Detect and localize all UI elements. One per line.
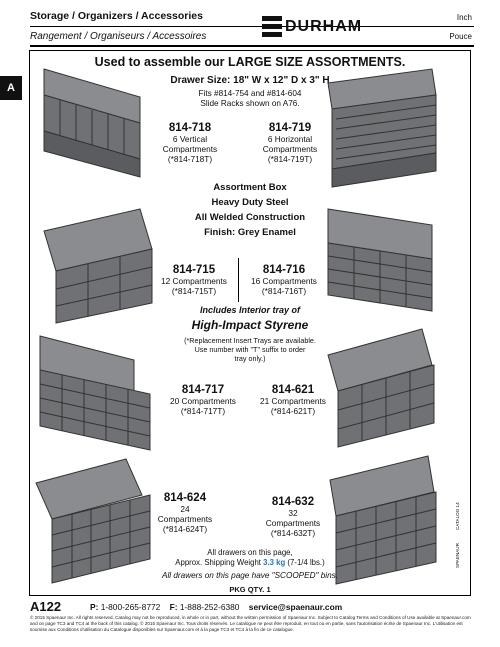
- product-number: 814-717: [181, 384, 225, 396]
- product-desc: Compartments: [157, 514, 213, 524]
- product-number: 814-718: [168, 122, 212, 134]
- brand-name: DURHAM: [285, 18, 363, 35]
- page-number: A122: [30, 599, 62, 614]
- product-tray: (*814-717T): [180, 406, 226, 416]
- shipping-line-1: All drawers on this page,: [207, 548, 293, 557]
- box-features: [155, 180, 345, 240]
- product-desc: 24: [180, 504, 190, 514]
- product-number: 814-621: [271, 384, 315, 396]
- pkg-qty: PKG QTY. 1: [229, 585, 271, 594]
- product-tray: (*814-718T): [167, 154, 213, 164]
- category-title-en: Storage / Organizers / Accessories: [30, 10, 203, 22]
- drawer-image-814-717: [34, 330, 156, 458]
- product-number: 814-719: [268, 122, 312, 134]
- product-814-718: [145, 122, 235, 164]
- replacement-line: tray only.): [234, 354, 266, 363]
- product-desc: Compartments: [265, 518, 321, 528]
- phone-label: P:: [90, 602, 101, 612]
- product-814-621: [250, 384, 336, 416]
- drawer-image-814-715: [40, 205, 160, 331]
- phone-number[interactable]: 1-800-265-8772: [100, 602, 161, 612]
- feature-line: Heavy Duty Steel: [211, 197, 289, 208]
- product-desc: 16 Compartments: [251, 276, 317, 286]
- replacement-note: [160, 336, 340, 363]
- drawer-size: Drawer Size: 18" W x 12" D x 3" H: [170, 75, 330, 86]
- product-number: 814-715: [172, 264, 216, 276]
- shipping-suffix: (7-1/4 lbs.): [285, 558, 325, 567]
- product-desc: 21 Compartments: [260, 396, 326, 406]
- fine-print: © 2015 Spaenaur Inc. All rights reserved. Catalog may not be reproduced, in whole or in part, without the written permission of Spaenaur Inc. Subject to Catalog Terms and Conditions of Use available at Spaenaur.com and on page TC3 and TC4 at the back of this catalog. © 2015 Spaenaur Inc. Tous droits réservés. Le catalogue ne peut être reproduit, en tout ou en partie, sans l'autorisation écrite de Spaenaur Inc. L'utilisation est soumise aux Conditions d'utilisation du Catalogue disponibles sur Spaenaur.com et à la page TC3 et TC4 à la fin de ce catalogue.: [30, 615, 471, 632]
- unit-label-en: Inch: [456, 13, 472, 22]
- scooped-note: All drawers on this page have "SCOOPED" bins.: [161, 571, 338, 580]
- drawer-image-814-621: [322, 325, 442, 451]
- catalog-side-label: CATALOG 14: [455, 502, 460, 530]
- product-tray: (*814-632T): [270, 528, 316, 538]
- product-desc: Compartments: [162, 144, 218, 154]
- page-title: Used to assemble our LARGE SIZE ASSORTMENTS.: [94, 55, 406, 69]
- drawer-image-814-624: [30, 455, 156, 590]
- category-title-fr: Rangement / Organiseurs / Accessoires: [30, 31, 207, 42]
- fax-label: F:: [169, 602, 180, 612]
- includes-line-1: Includes Interior tray of: [199, 305, 301, 315]
- drawer-image-814-719: [322, 65, 442, 190]
- product-desc: 6 Horizontal: [267, 134, 313, 144]
- product-desc: 20 Compartments: [170, 396, 236, 406]
- column-divider: [238, 258, 239, 302]
- product-814-719: [245, 122, 335, 164]
- product-814-715: [150, 264, 238, 296]
- product-814-624: [140, 492, 230, 534]
- fits-line-2: Slide Racks shown on A76.: [200, 99, 300, 108]
- product-desc: 12 Compartments: [161, 276, 227, 286]
- feature-line: All Welded Construction: [194, 212, 306, 223]
- product-desc: 6 Vertical: [172, 134, 208, 144]
- shipping-prefix: Approx. Shipping Weight: [175, 558, 264, 567]
- product-814-717: [160, 384, 246, 416]
- shipping-line-2: [160, 558, 340, 568]
- header-rule: [30, 26, 474, 27]
- feature-line: Finish: Grey Enamel: [204, 227, 296, 238]
- product-desc: Compartments: [262, 144, 318, 154]
- unit-label-fr: Pouce: [449, 32, 472, 41]
- fits-line-1: Fits #814-754 and #814-604: [198, 89, 302, 98]
- product-number: 814-624: [163, 492, 207, 504]
- replacement-line: (*Replacement Insert Trays are available.: [184, 336, 316, 345]
- section-tab[interactable]: A: [0, 76, 22, 100]
- spaenaur-side-label: SPAENAUR: [455, 543, 460, 568]
- product-tray: (*814-719T): [267, 154, 313, 164]
- product-tray: (*814-716T): [261, 286, 307, 296]
- shipping-weight: 3.3 kg: [263, 558, 286, 567]
- shipping-note: [160, 548, 340, 568]
- drawer-image-814-718: [36, 65, 148, 187]
- email-link[interactable]: service@spaenaur.com: [248, 602, 343, 612]
- product-tray: (*814-621T): [270, 406, 316, 416]
- product-814-632: [248, 496, 338, 538]
- fax-number: 1-888-252-6380: [179, 602, 240, 612]
- replacement-line: Use number with "T" suffix to order: [194, 345, 306, 354]
- product-tray: (*814-624T): [162, 524, 208, 534]
- product-desc: 32: [288, 508, 298, 518]
- product-number: 814-716: [262, 264, 306, 276]
- includes-line-2: High-Impact Styrene: [191, 318, 309, 332]
- product-tray: (*814-715T): [171, 286, 217, 296]
- contact-info: [90, 602, 342, 612]
- product-number: 814-632: [271, 496, 315, 508]
- feature-line: Assortment Box: [213, 182, 287, 193]
- product-814-716: [240, 264, 328, 296]
- header-rule-bold: [30, 45, 474, 47]
